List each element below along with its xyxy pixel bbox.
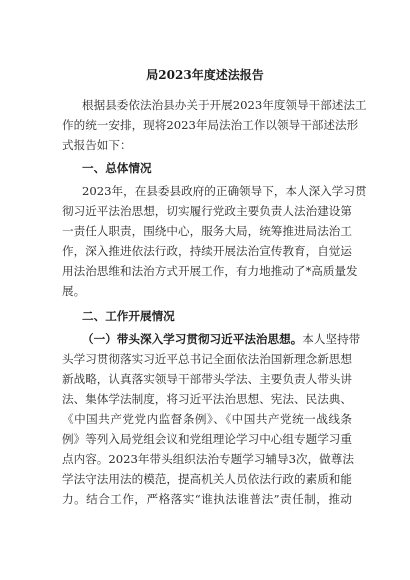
paragraph-line: 新战略，认真落实领导干部带头学法、主要负责人带头讲	[62, 372, 352, 386]
section-heading-work: 二、工作开展情况	[82, 309, 175, 323]
subsection-first-line	[82, 331, 361, 348]
paragraph-line: 2023年，在县委县政府的正确领导下，本人深入学习贯	[82, 184, 367, 198]
paragraph-line: 例》等列入局党组会议和党组理论学习中心组专题学习重	[62, 432, 352, 446]
paragraph-line: 一责任人职责，围绕中心，服务大局，统筹推进局法治工	[62, 224, 352, 238]
paragraph-line: 学法守法用法的模范，提高机关人员依法行政的素质和能	[62, 472, 352, 486]
document-title: 局2023年度述法报告	[146, 68, 264, 82]
paragraph-line: 《中国共产党党内监督条例》、《中国共产党统一战线条	[62, 412, 352, 426]
section-heading-overview: 一、总体情况	[82, 161, 152, 175]
paragraph-line: 展。	[62, 284, 86, 298]
intro-line: 根据县委依法治县办关于开展2023年度领导干部述法工	[82, 98, 367, 112]
paragraph-line: 力。结合工作，严格落实“谁执法谁普法”责任制，推动	[62, 492, 352, 506]
intro-line: 作的统一安排，现将2023年局法治工作以领导干部述法形	[62, 118, 359, 132]
paragraph-line: 彻习近平法治思想，切实履行党政主要负责人法治建设第	[62, 204, 352, 218]
subsection-first-line-tail: 本人坚持带	[302, 332, 361, 346]
paragraph-line: 点内容。2023年带头组织法治专题学习辅导3次，做尊法	[62, 452, 354, 466]
paragraph-line: 法、集体学法制度，将习近平法治思想、宪法、民法典、	[62, 392, 352, 406]
paragraph-line: 头学习贯彻落实习近平总书记全面依法治国新理念新思想	[62, 352, 352, 366]
subsection-heading: （一）带头深入学习贯彻习近平法治思想。	[82, 332, 303, 346]
paragraph-line: 用法治思维和法治方式开展工作，有力地推动了*高质量发	[62, 264, 358, 278]
paragraph-line: 作，深入推进依法行政，持续开展法治宣传教育，自觉运	[62, 244, 352, 258]
intro-line: 式报告如下：	[62, 138, 132, 152]
